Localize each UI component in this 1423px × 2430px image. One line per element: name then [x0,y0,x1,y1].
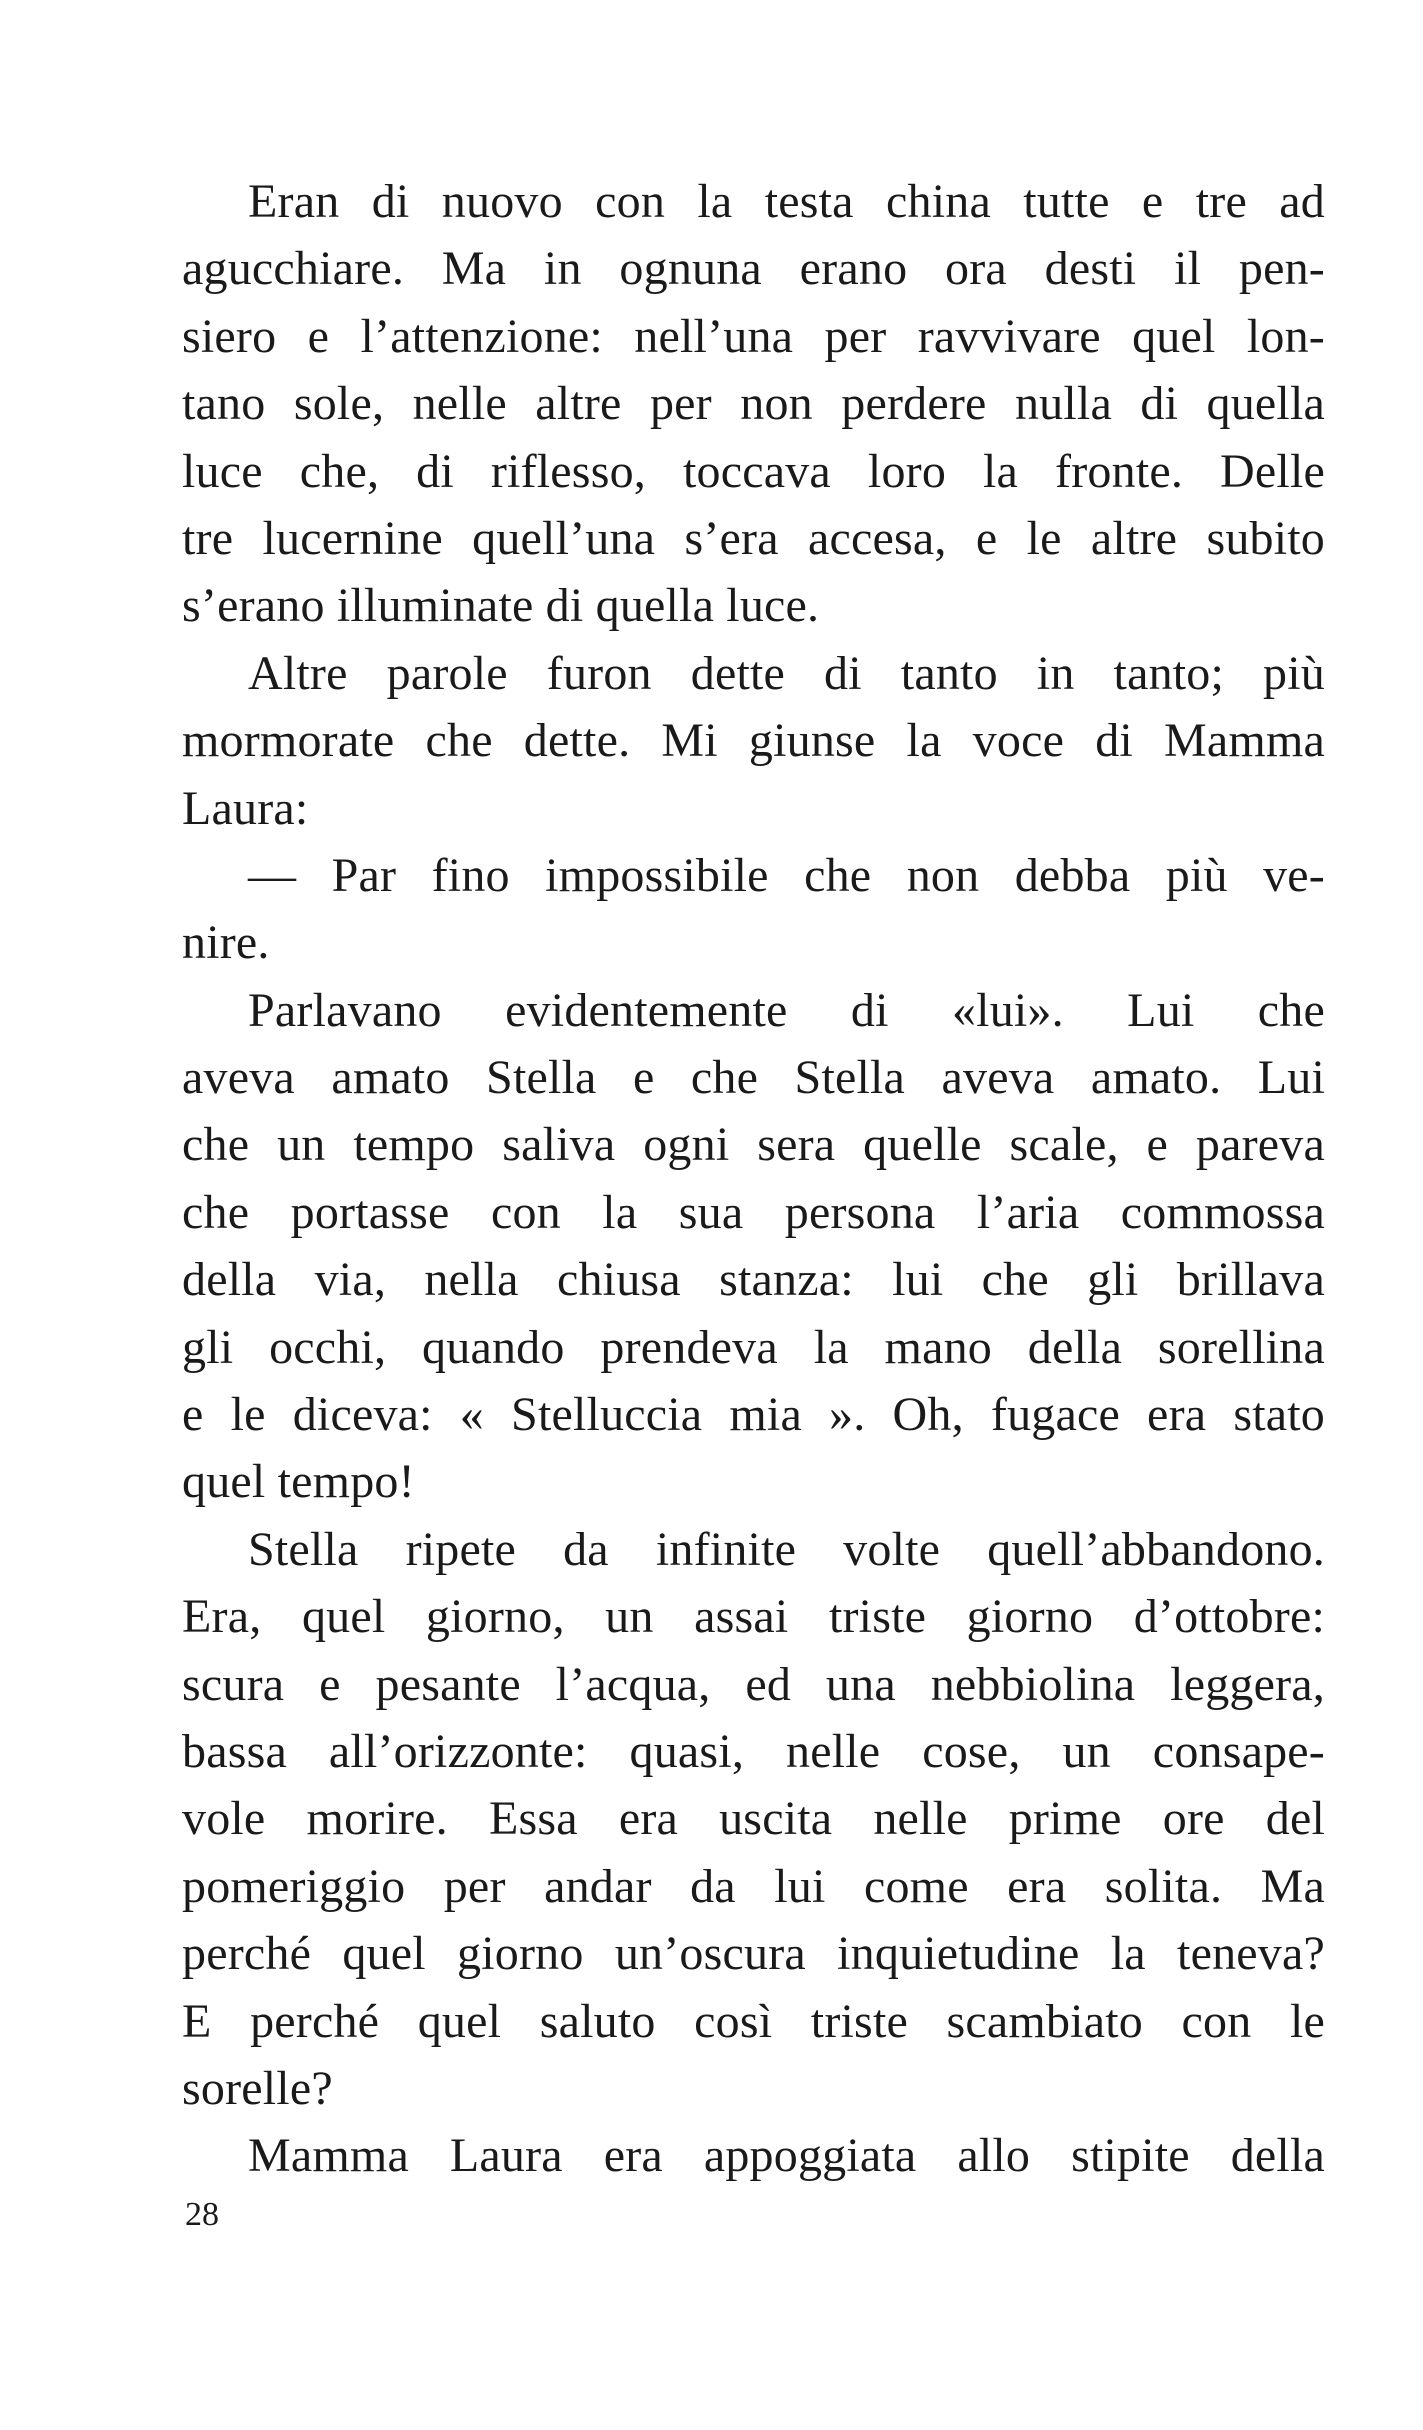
text-line: Laura: [182,781,309,835]
text-line: scura e pesante l’acqua, ed una nebbiolina leggera, [182,1657,1325,1711]
text-line: Era, quel giorno, un assai triste giorno d’ottobre: [182,1590,1325,1644]
text-line: Eran di nuovo con la testa china tutte e tre ad [248,175,1325,228]
text-line: E perché quel saluto così triste scambiato con le [182,1994,1325,2048]
page-number: 28 [185,2196,219,2233]
text-line: s’erano illuminate di quella luce. [182,579,820,633]
text-line: siero e l’attenzione: nell’una per ravvivare quel lon- [182,309,1325,363]
text-line: tano sole, nelle altre per non perdere nulla di quella [182,377,1325,431]
text-line: bassa all’orizzonte: quasi, nelle cose, un consape- [182,1724,1325,1778]
text-line: gli occhi, quando prendeva la mano della sorellina [182,1320,1325,1374]
text-line: Parlavano evidentemente di «lui». Lui che [248,983,1325,1037]
body-text [182,168,1325,2190]
text-line: mormorate che dette. Mi giunse la voce di Mamma [182,714,1325,768]
text-line: quel tempo! [182,1455,415,1509]
text-line: tre lucernine quell’una s’era accesa, e le altre subito [182,511,1325,565]
text-line: vole morire. Essa era uscita nelle prime ore del [182,1792,1325,1846]
text-line: Altre parole furon dette di tanto in tanto; più [248,646,1325,700]
text-line: aveva amato Stella e che Stella aveva amato. Lui [182,1051,1325,1105]
text-line: perché quel giorno un’oscura inquietudine la teneva? [182,1927,1325,1981]
text-line: luce che, di riflesso, toccava loro la fronte. Delle [182,444,1325,498]
text-line: che portasse con la sua persona l’aria commossa [182,1185,1325,1239]
text-line: nire. [182,916,270,970]
text-line: Stella ripete da infinite volte quell’abbandono. [248,1522,1325,1576]
text-line: agucchiare. Ma in ognuna erano ora desti il pen- [182,242,1325,296]
text-line: sorelle? [182,2061,333,2115]
text-line: che un tempo saliva ogni sera quelle scale, e pareva [182,1118,1325,1172]
text-line: pomeriggio per andar da lui come era solita. Ma [182,1859,1325,1913]
text-line: della via, nella chiusa stanza: lui che gli brillava [182,1253,1325,1307]
text-line: Mamma Laura era appoggiata allo stipite della [248,2129,1325,2183]
text-line: — Par fino impossibile che non debba più ve- [248,848,1325,902]
text-line: e le diceva: « Stelluccia mia ». Oh, fugace era stato [182,1388,1325,1442]
